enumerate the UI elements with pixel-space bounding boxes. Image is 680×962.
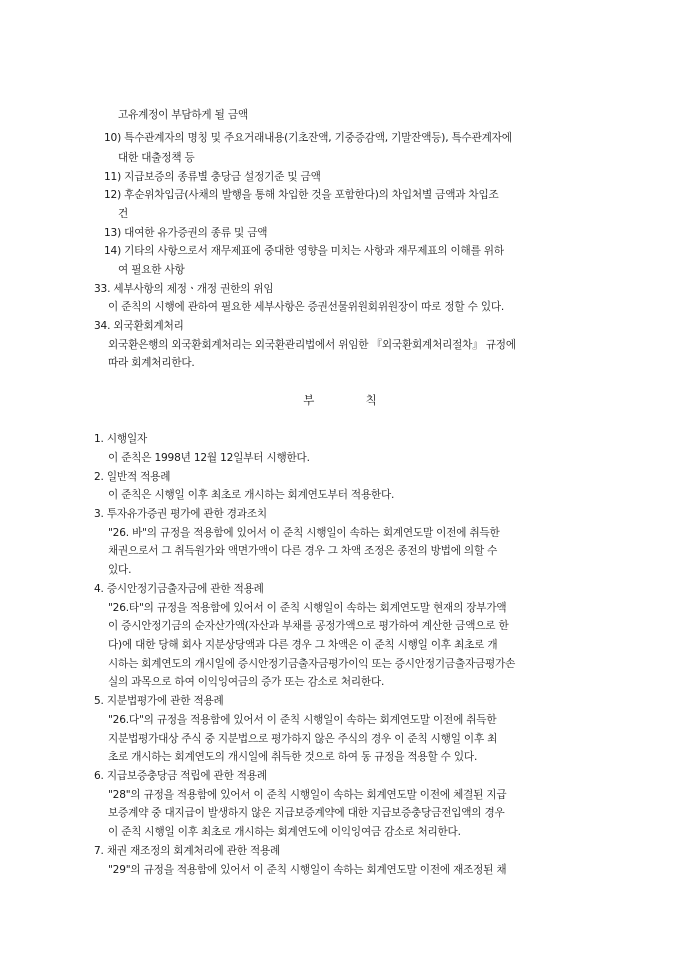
text-line: 시하는 회계연도의 개시일에 증시안정기금출자금평가이익 또는 증시안정기금출자금평가손: [108, 658, 516, 670]
text-line: 초로 개시하는 회계연도의 개시일에 취득한 것으로 하여 동 규정을 적용할 수 있다.: [108, 751, 478, 763]
text-line: "29"의 규정을 적용함에 있어서 이 준칙 시행일이 속하는 회계연도말 이전에 재조정된 채: [108, 864, 507, 876]
text-line: 13) 대여한 유가증권의 종류 및 금액: [104, 227, 268, 239]
section-heading: 4. 증시안정기금출자금에 관한 적용례: [94, 583, 264, 595]
section-heading: 34. 외국환회계처리: [94, 320, 184, 332]
text-line: 이 준칙은 시행일 이후 최초로 개시하는 회계연도부터 적용한다.: [108, 489, 395, 501]
text-line: 건: [118, 208, 129, 220]
section-heading: 33. 세부사항의 제정ㆍ개정 권한의 위임: [94, 283, 274, 295]
section-heading: 7. 채권 재조정의 회계처리에 관한 적용례: [94, 845, 281, 857]
addendum-title-char: 칙: [365, 393, 377, 407]
text-line: 14) 기타의 사항으로서 재무제표에 중대한 영향을 미치는 사항과 재무제표의 이해를 위하: [104, 245, 504, 257]
text-line: "26.다"의 규정을 적용함에 있어서 이 준칙 시행일이 속하는 회계연도말 이전에 취득한: [108, 714, 497, 726]
section-heading: 5. 지분법평가에 관한 적용례: [94, 695, 224, 707]
text-line: 이 증시안정기금의 순자산가액(자산과 부채를 공정가액으로 평가하여 계산한 금액으로 한: [108, 620, 509, 632]
section-heading: 2. 일반적 적용례: [94, 471, 171, 483]
text-line: 10) 특수관계자의 명칭 및 주요거래내용(기초잔액, 기중증감액, 기말잔액등), 특수관계자에: [104, 132, 512, 144]
section-heading: 1. 시행일자: [94, 433, 148, 445]
section-heading: 6. 지급보증충당금 적립에 관한 적용례: [94, 770, 267, 782]
text-line: 채권으로서 그 취득원가와 액면가액이 다른 경우 그 차액 조정은 종전의 방법에 의할 수: [108, 545, 498, 557]
addendum-title-char: 부: [303, 393, 315, 407]
text-line: 다)에 대한 당해 회사 지분상당액과 다른 경우 그 차액은 이 준칙 시행일 이후 최초로 개: [108, 639, 498, 651]
text-line: 12) 후순위차입금(사채의 발행을 통해 차입한 것을 포함한다)의 차입처별 금액과 차입조: [104, 189, 499, 201]
text-line: 이 준칙의 시행에 관하여 필요한 세부사항은 증권선물위원회위원장이 따로 정할 수 있다.: [108, 301, 505, 313]
text-line: "28"의 규정을 적용함에 있어서 이 준칙 시행일이 속하는 회계연도말 이전에 체결된 지급: [108, 789, 507, 801]
text-line: 대한 대출정책 등: [118, 152, 195, 164]
text-line: "26. 바"의 규정을 적용함에 있어서 이 준칙 시행일이 속하는 회계연도말 이전에 취득한: [108, 527, 500, 539]
text-line: 고유계정이 부담하게 될 금액: [118, 109, 248, 121]
text-line: 이 준칙은 1998년 12월 12일부터 시행한다.: [108, 452, 310, 464]
text-line: 보증계약 중 대지급이 발생하지 않은 지급보증계약에 대한 지급보증충당금전입액의 경우: [108, 807, 505, 819]
text-line: 실의 과목으로 하여 이익잉여금의 증가 또는 감소로 처리한다.: [108, 676, 385, 688]
text-line: 있다.: [108, 564, 132, 576]
text-line: "26.타"의 규정을 적용함에 있어서 이 준칙 시행일이 속하는 회계연도말 현재의 장부가액: [108, 602, 507, 614]
section-heading: 3. 투자유가증권 평가에 관한 경과조치: [94, 508, 267, 520]
text-line: 따라 회계처리한다.: [108, 357, 195, 369]
addendum-title: [0, 392, 680, 408]
text-line: 외국환은행의 외국환회계처리는 외국환관리법에서 위임한 『외국환회계처리절차』 규정에: [108, 339, 516, 351]
text-line: 여 필요한 사항: [118, 264, 185, 276]
text-line: 11) 지급보증의 종류별 충당금 설정기준 및 금액: [104, 171, 321, 183]
text-line: 지분법평가대상 주식 중 지분법으로 평가하지 않은 주식의 경우 이 준칙 시행일 이후 최: [108, 733, 498, 745]
text-line: 이 준칙 시행일 이후 최초로 개시하는 회계연도에 이익잉여금 감소로 처리한다.: [108, 826, 461, 838]
